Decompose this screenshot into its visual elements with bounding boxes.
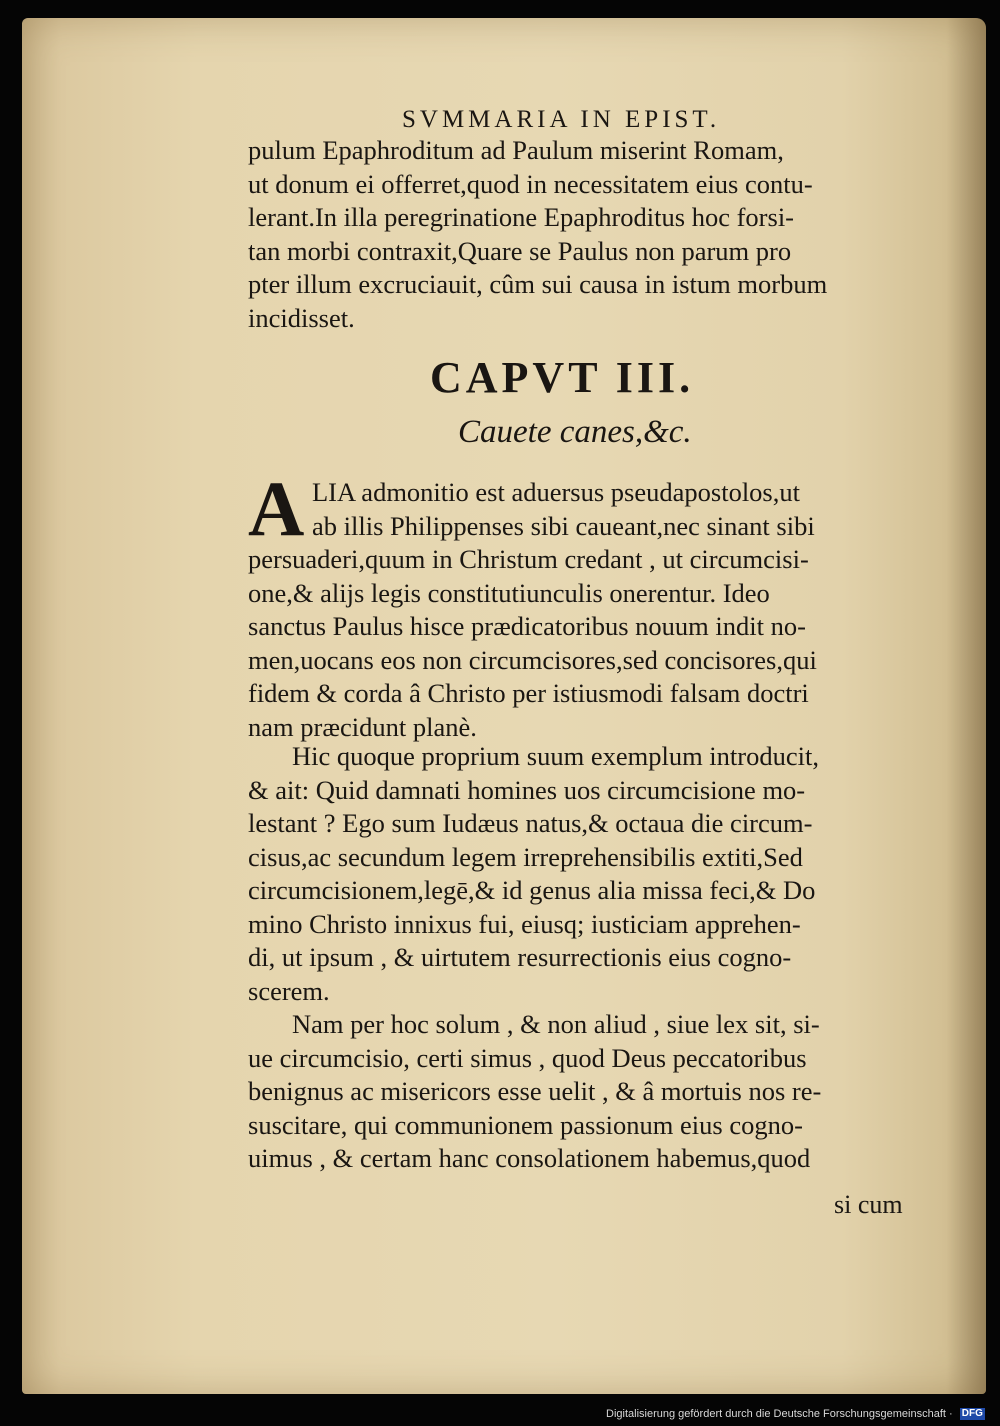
chapter-subheading: Cauete canes,&c. [458, 414, 692, 450]
text-line: incidisset. [248, 302, 355, 333]
text-line: pulum Epaphroditum ad Paulum miserint Romam, [248, 135, 784, 165]
text-line: ab illis Philippenses sibi caueant,nec sinant sibi [312, 510, 815, 541]
text-line: LIA admonitio est aduersus pseudapostolos,ut [312, 477, 800, 507]
paragraph-3 [248, 1008, 928, 1176]
text-line: men,uocans eos non circumcisores,sed concisores,qui [248, 644, 817, 675]
text-line: Hic quoque proprium suum exemplum introducit, [292, 741, 819, 771]
text-line: cisus,ac secundum legem irreprehensibilis extiti,Sed [248, 841, 803, 872]
text-line: lestant ? Ego sum Iudæus natus,& octaua die circum- [248, 808, 813, 838]
text-line: mino Christo innixus fui, eiusq; iusticiam apprehen- [248, 908, 801, 939]
dfg-logo: DFG [961, 1408, 983, 1420]
paragraph-2 [248, 740, 928, 1008]
text-line: suscitare, qui communionem passionum eius cogno- [248, 1109, 803, 1140]
intro-paragraph [248, 134, 928, 335]
text-line: sanctus Paulus hisce prædicatoribus nouum indit no- [248, 611, 806, 641]
funding-text: Digitalisierung gefördert durch die Deutsche Forschungsgemeinschaft · [606, 1408, 953, 1420]
text-line: nam præcidunt planè. [248, 711, 477, 742]
book-page [22, 18, 986, 1394]
catchword: si cum [834, 1190, 903, 1219]
text-line: circumcisionem,legē,& id genus alia missa feci,& Do [248, 875, 816, 905]
text-line: & ait: Quid damnati homines uos circumcisione mo- [248, 774, 806, 805]
text-line: scerem. [248, 975, 330, 1006]
text-line: Nam per hoc solum , & non aliud , siue lex sit, si- [292, 1009, 820, 1039]
text-line: ue circumcisio, certi simus , quod Deus peccatoribus [248, 1042, 807, 1073]
text-line: pter illum excruciauit, cûm sui causa in istum morbum [248, 269, 828, 299]
running-header: SVMMARIA IN EPIST. [402, 106, 721, 133]
funding-footer [606, 1408, 985, 1420]
text-line: uimus , & certam hanc consolationem habemus,quod [248, 1143, 811, 1173]
text-line: di, ut ipsum , & uirtutem resurrectionis eius cogno- [248, 942, 792, 972]
drop-cap: A [248, 465, 305, 552]
text-line: fidem & corda â Christo per istiusmodi falsam doctri [248, 678, 809, 708]
text-line: ut donum ei offerret,quod in necessitatem eius contu- [248, 168, 813, 199]
text-line: lerant.In illa peregrinatione Epaphroditus hoc forsi- [248, 202, 795, 232]
paragraph-1 [248, 476, 928, 744]
text-line: one,& alijs legis constitutiunculis onerentur. Ideo [248, 577, 770, 608]
text-line: tan morbi contraxit,Quare se Paulus non parum pro [248, 235, 792, 266]
text-line: persuaderi,quum in Christum credant , ut circumcisi- [248, 544, 809, 574]
chapter-heading: CAPVT III. [430, 353, 695, 402]
text-line: benignus ac misericors esse uelit , & â mortuis nos re- [248, 1076, 822, 1106]
